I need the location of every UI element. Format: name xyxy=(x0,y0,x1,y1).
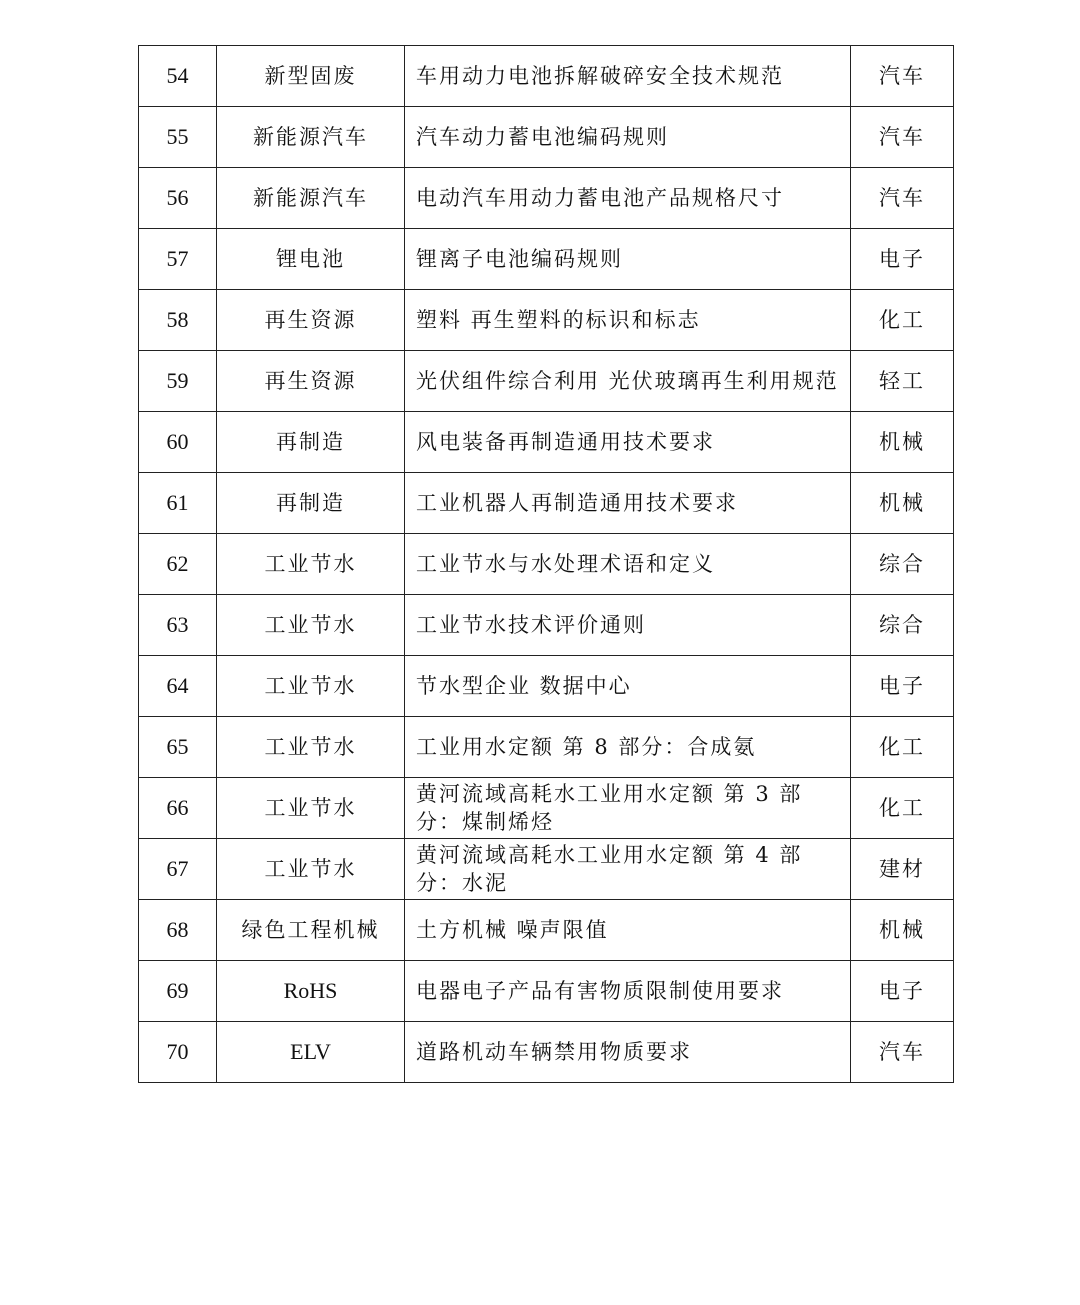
standard-title-cell: 风电装备再制造通用技术要求 xyxy=(405,412,851,473)
row-number-cell: 67 xyxy=(139,839,217,900)
row-number-cell: 64 xyxy=(139,656,217,717)
table-row xyxy=(139,168,954,229)
table-row xyxy=(139,473,954,534)
standard-title-cell: 工业节水与水处理术语和定义 xyxy=(405,534,851,595)
category-cell: 再生资源 xyxy=(217,351,405,412)
industry-cell: 化工 xyxy=(851,717,954,778)
row-number-cell: 56 xyxy=(139,168,217,229)
category-cell: 工业节水 xyxy=(217,717,405,778)
standard-title-cell: 电动汽车用动力蓄电池产品规格尺寸 xyxy=(405,168,851,229)
table-row xyxy=(139,351,954,412)
table-row xyxy=(139,778,954,839)
table-row xyxy=(139,534,954,595)
table-row xyxy=(139,839,954,900)
row-number-cell: 59 xyxy=(139,351,217,412)
table-row xyxy=(139,46,954,107)
row-number-cell: 69 xyxy=(139,961,217,1022)
category-cell: ELV xyxy=(217,1022,405,1083)
standards-table-body xyxy=(139,46,954,1083)
table-row xyxy=(139,961,954,1022)
category-cell: 工业节水 xyxy=(217,595,405,656)
standard-title-cell: 车用动力电池拆解破碎安全技术规范 xyxy=(405,46,851,107)
row-number-cell: 60 xyxy=(139,412,217,473)
industry-cell: 化工 xyxy=(851,778,954,839)
standard-title-cell: 光伏组件综合利用 光伏玻璃再生利用规范 xyxy=(405,351,851,412)
table-row xyxy=(139,290,954,351)
standard-title-cell: 黄河流域高耗水工业用水定额 第 4 部分：水泥 xyxy=(405,839,851,900)
industry-cell: 汽车 xyxy=(851,46,954,107)
category-cell: 再生资源 xyxy=(217,290,405,351)
standard-title-cell: 电器电子产品有害物质限制使用要求 xyxy=(405,961,851,1022)
table-row xyxy=(139,595,954,656)
industry-cell: 轻工 xyxy=(851,351,954,412)
standard-title-cell: 黄河流域高耗水工业用水定额 第 3 部分：煤制烯烃 xyxy=(405,778,851,839)
row-number-cell: 66 xyxy=(139,778,217,839)
table-row xyxy=(139,229,954,290)
category-cell: 工业节水 xyxy=(217,656,405,717)
standard-title-cell: 塑料 再生塑料的标识和标志 xyxy=(405,290,851,351)
category-cell: 工业节水 xyxy=(217,534,405,595)
row-number-cell: 62 xyxy=(139,534,217,595)
industry-cell: 汽车 xyxy=(851,1022,954,1083)
industry-cell: 综合 xyxy=(851,595,954,656)
industry-cell: 化工 xyxy=(851,290,954,351)
industry-cell: 建材 xyxy=(851,839,954,900)
standard-title-cell: 工业用水定额 第 8 部分：合成氨 xyxy=(405,717,851,778)
row-number-cell: 54 xyxy=(139,46,217,107)
category-cell: 新能源汽车 xyxy=(217,107,405,168)
category-cell: 再制造 xyxy=(217,412,405,473)
category-cell: 再制造 xyxy=(217,473,405,534)
table-row xyxy=(139,1022,954,1083)
industry-cell: 机械 xyxy=(851,473,954,534)
industry-cell: 综合 xyxy=(851,534,954,595)
category-cell: 新能源汽车 xyxy=(217,168,405,229)
industry-cell: 汽车 xyxy=(851,107,954,168)
row-number-cell: 61 xyxy=(139,473,217,534)
standard-title-cell: 工业节水技术评价通则 xyxy=(405,595,851,656)
table-row xyxy=(139,107,954,168)
category-cell: 工业节水 xyxy=(217,778,405,839)
standard-title-cell: 工业机器人再制造通用技术要求 xyxy=(405,473,851,534)
industry-cell: 电子 xyxy=(851,229,954,290)
standard-title-cell: 道路机动车辆禁用物质要求 xyxy=(405,1022,851,1083)
industry-cell: 电子 xyxy=(851,961,954,1022)
standard-title-cell: 土方机械 噪声限值 xyxy=(405,900,851,961)
row-number-cell: 65 xyxy=(139,717,217,778)
standard-title-cell: 节水型企业 数据中心 xyxy=(405,656,851,717)
industry-cell: 电子 xyxy=(851,656,954,717)
category-cell: RoHS xyxy=(217,961,405,1022)
row-number-cell: 70 xyxy=(139,1022,217,1083)
standards-table xyxy=(138,45,954,1083)
standard-title-cell: 锂离子电池编码规则 xyxy=(405,229,851,290)
table-row xyxy=(139,900,954,961)
industry-cell: 机械 xyxy=(851,900,954,961)
table-row xyxy=(139,717,954,778)
category-cell: 锂电池 xyxy=(217,229,405,290)
row-number-cell: 57 xyxy=(139,229,217,290)
category-cell: 新型固废 xyxy=(217,46,405,107)
table-row xyxy=(139,412,954,473)
row-number-cell: 63 xyxy=(139,595,217,656)
row-number-cell: 55 xyxy=(139,107,217,168)
category-cell: 工业节水 xyxy=(217,839,405,900)
row-number-cell: 68 xyxy=(139,900,217,961)
industry-cell: 汽车 xyxy=(851,168,954,229)
table-row xyxy=(139,656,954,717)
row-number-cell: 58 xyxy=(139,290,217,351)
industry-cell: 机械 xyxy=(851,412,954,473)
category-cell: 绿色工程机械 xyxy=(217,900,405,961)
standard-title-cell: 汽车动力蓄电池编码规则 xyxy=(405,107,851,168)
